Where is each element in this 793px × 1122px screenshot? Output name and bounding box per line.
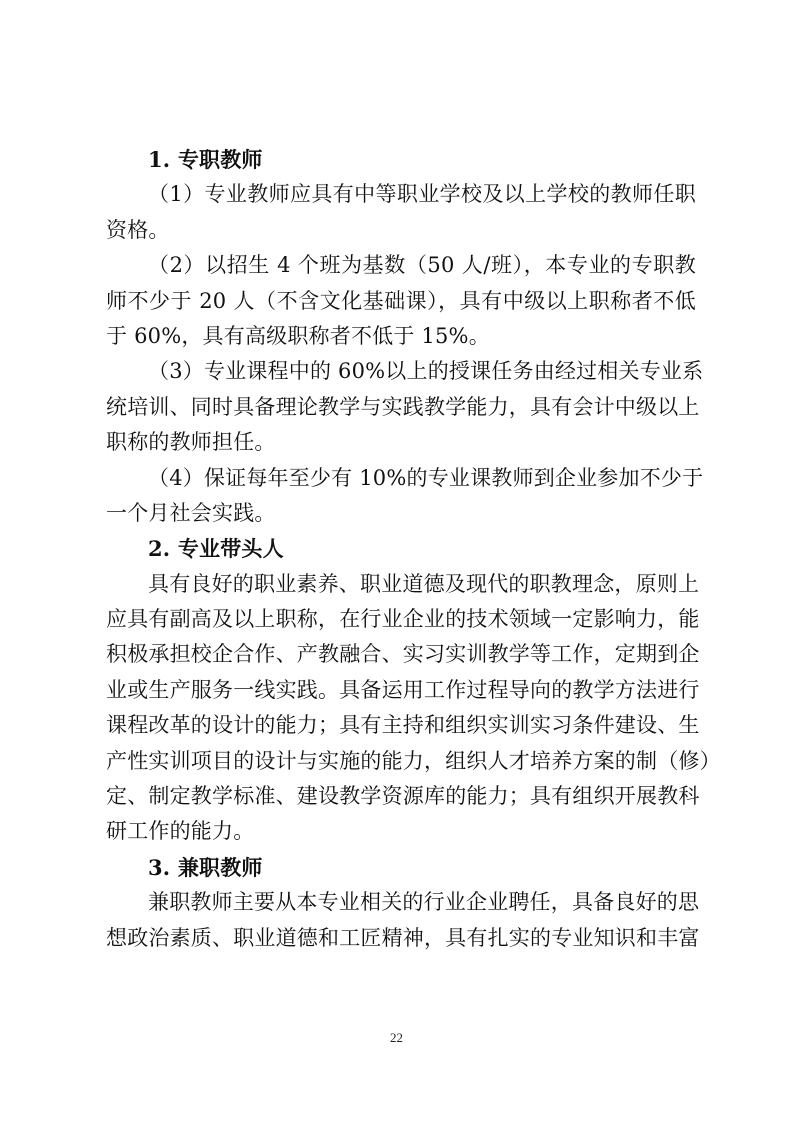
paragraph-line: 师不少于 20 人（不含文化基础课），具有中级以上职称者不低 xyxy=(106,288,696,313)
paragraph-line: （4）保证每年至少有 10%的专业课教师到企业参加不少于 xyxy=(148,465,704,490)
paragraph-line: （2）以招生 4 个班为基数（50 人/班），本专业的专职教 xyxy=(148,253,696,278)
paragraph-line: 具有良好的职业素养、职业道德及现代的职教理念，原则上 xyxy=(148,571,700,596)
paragraph-line: （1）专业教师应具有中等职业学校及以上学校的教师任职 xyxy=(148,182,696,207)
paragraph-line: 一个月社会实践。 xyxy=(106,500,276,525)
paragraph-line: 研工作的能力。 xyxy=(106,819,255,844)
paragraph-line: 资格。 xyxy=(106,217,170,242)
section-heading: 3. 兼职教师 xyxy=(148,854,263,880)
paragraph-line: 产性实训项目的设计与实施的能力，组织人才培养方案的制（修） xyxy=(106,748,721,773)
document-body xyxy=(106,142,721,956)
section-heading: 1. 专职教师 xyxy=(148,147,263,172)
paragraph-line: 统培训、同时具备理论教学与实践教学能力，具有会计中级以上 xyxy=(106,394,700,419)
paragraph-line: 积极承担校企合作、产教融合、实习实训教学等工作，定期到企 xyxy=(106,642,700,667)
paragraph-line: 职称的教师担任。 xyxy=(106,430,276,455)
paragraph-line: （3）专业课程中的 60%以上的授课任务由经过相关专业系 xyxy=(148,359,704,384)
paragraph-line: 兼职教师主要从本专业相关的行业企业聘任，具备良好的思 xyxy=(148,890,700,915)
section-heading: 2. 专业带头人 xyxy=(148,536,284,562)
paragraph-line: 于 60%，具有高级职称者不低于 15%。 xyxy=(106,323,490,348)
paragraph-line: 定、制定教学标准、建设教学资源库的能力；具有组织开展教科 xyxy=(106,784,700,809)
paragraph-line: 课程改革的设计的能力；具有主持和组织实训实习条件建设、生 xyxy=(106,713,700,738)
paragraph-line: 业或生产服务一线实践。具备运用工作过程导向的教学方法进行 xyxy=(106,677,700,702)
paragraph-line: 应具有副高及以上职称，在行业企业的技术领域一定影响力，能 xyxy=(106,607,700,632)
paragraph-line: 想政治素质、职业道德和工匠精神，具有扎实的专业知识和丰富 xyxy=(106,925,700,950)
page-number: 22 xyxy=(390,1030,403,1045)
